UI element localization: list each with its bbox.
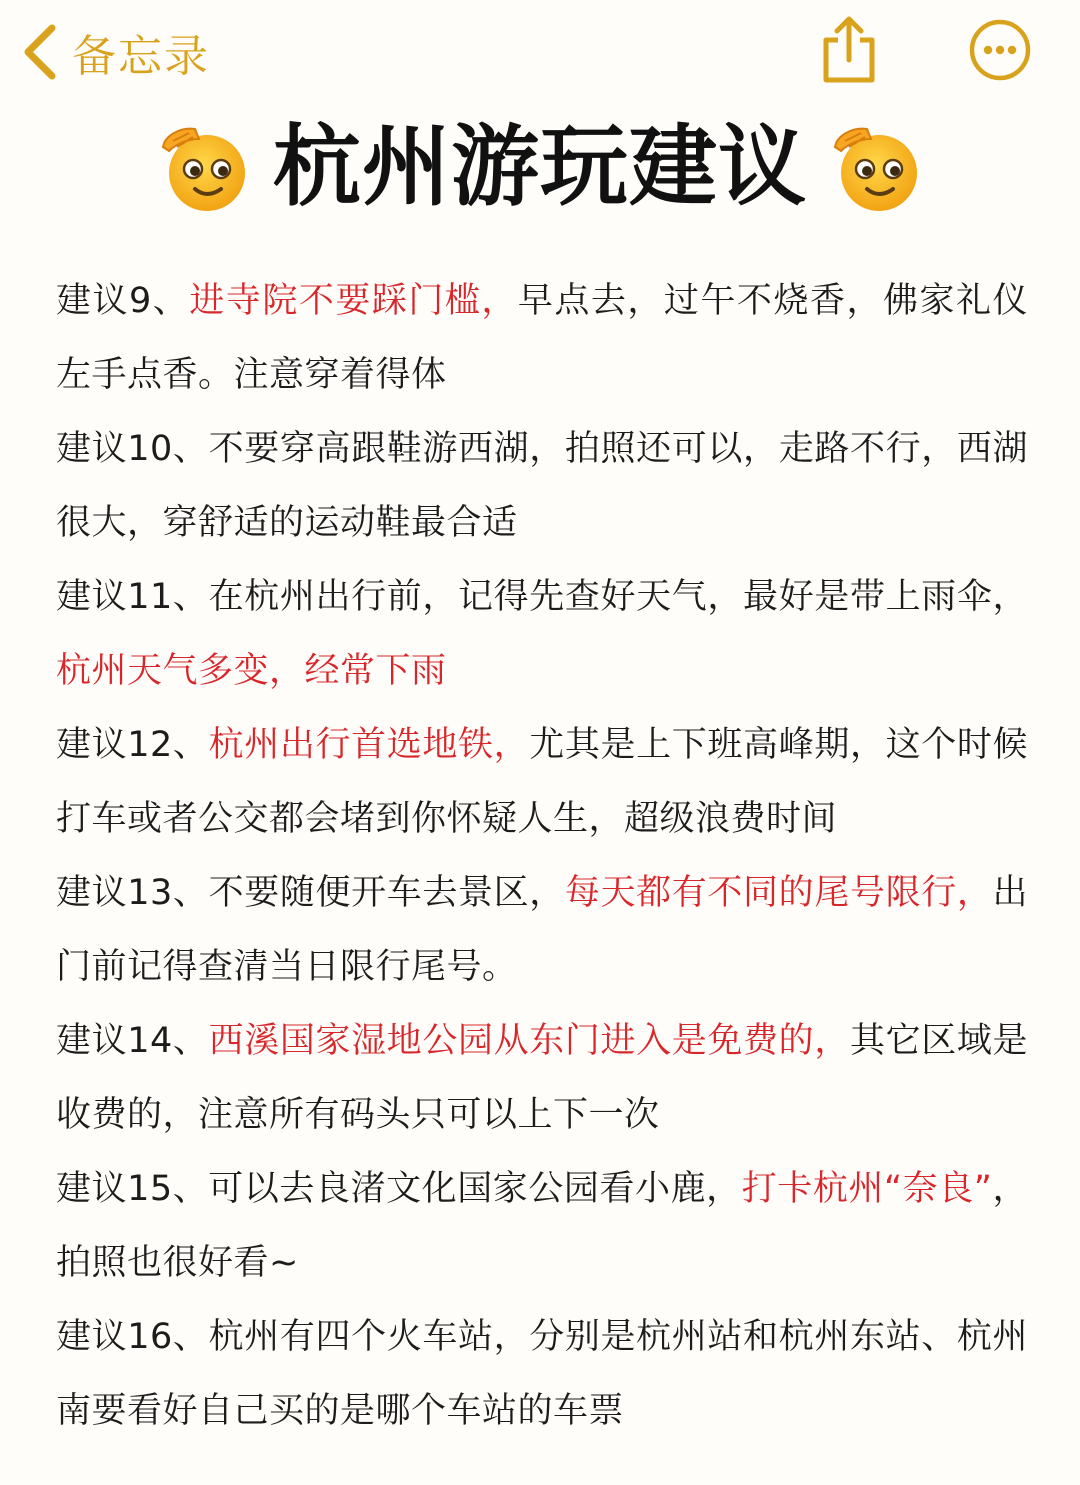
tip-text: 建议14、 <box>56 1021 209 1061</box>
tip-item-11 <box>56 560 1028 708</box>
page-title: 杭州游玩建议 <box>272 115 807 218</box>
tip-text: ，拍照也很好看~ <box>56 1169 1028 1283</box>
tip-highlight: 每天都有不同的尾号限行， <box>564 873 993 913</box>
more-icon <box>968 67 1032 86</box>
tip-item-9 <box>56 264 1028 412</box>
tip-highlight: 西溪国家湿地公园从东门进入是免费的， <box>208 1021 850 1061</box>
tip-item-13 <box>56 856 1028 1004</box>
tip-item-16 <box>56 1300 1028 1448</box>
tip-highlight: 打卡杭州“奈良” <box>741 1169 993 1209</box>
saluting-face-emoji-icon <box>159 121 249 213</box>
tip-highlight: 杭州出行首选地铁， <box>208 725 530 765</box>
tip-text: 建议12、 <box>56 725 209 765</box>
chevron-left-icon <box>22 24 58 80</box>
tip-highlight: 杭州天气多变，经常下雨 <box>56 651 447 691</box>
tip-text: 建议16、杭州有四个火车站，分别是杭州站和杭州东站、杭州南要看好自己买的是哪个车站的车票 <box>56 1317 1028 1431</box>
title-row <box>0 112 1080 222</box>
tip-text: 建议15、可以去良渚文化国家公园看小鹿， <box>56 1169 742 1209</box>
share-icon <box>818 69 880 88</box>
tip-text: 早点去，过午不烧香，佛家礼仪左手点香。注意穿着得体 <box>56 281 1028 395</box>
back-button[interactable] <box>22 22 210 82</box>
tip-item-12 <box>56 708 1028 856</box>
note-body <box>56 264 1028 1448</box>
tip-highlight: 进寺院不要踩门槛， <box>189 281 518 321</box>
back-label: 备忘录 <box>72 31 210 82</box>
saluting-face-emoji-icon <box>831 121 921 213</box>
notes-toolbar <box>0 0 1080 105</box>
more-button[interactable] <box>968 18 1032 82</box>
tip-item-10 <box>56 412 1028 560</box>
tip-text: 建议11、在杭州出行前，记得先查好天气，最好是带上雨伞， <box>56 577 1028 617</box>
tip-text: 出门前记得查清当日限行尾号。 <box>56 873 1028 987</box>
tip-item-14 <box>56 1004 1028 1152</box>
tip-text: 尤其是上下班高峰期，这个时候打车或者公交都会堵到你怀疑人生，超级浪费时间 <box>56 725 1028 839</box>
share-button[interactable] <box>818 14 880 84</box>
tip-text: 建议10、不要穿高跟鞋游西湖，拍照还可以，走路不行，西湖很大，穿舒适的运动鞋最合适 <box>56 429 1028 543</box>
tip-text: 其它区域是收费的，注意所有码头只可以上下一次 <box>56 1021 1028 1135</box>
tip-item-15 <box>56 1152 1028 1300</box>
tip-text: 建议13、不要随便开车去景区， <box>56 873 565 913</box>
tip-text: 建议9、 <box>56 281 190 321</box>
